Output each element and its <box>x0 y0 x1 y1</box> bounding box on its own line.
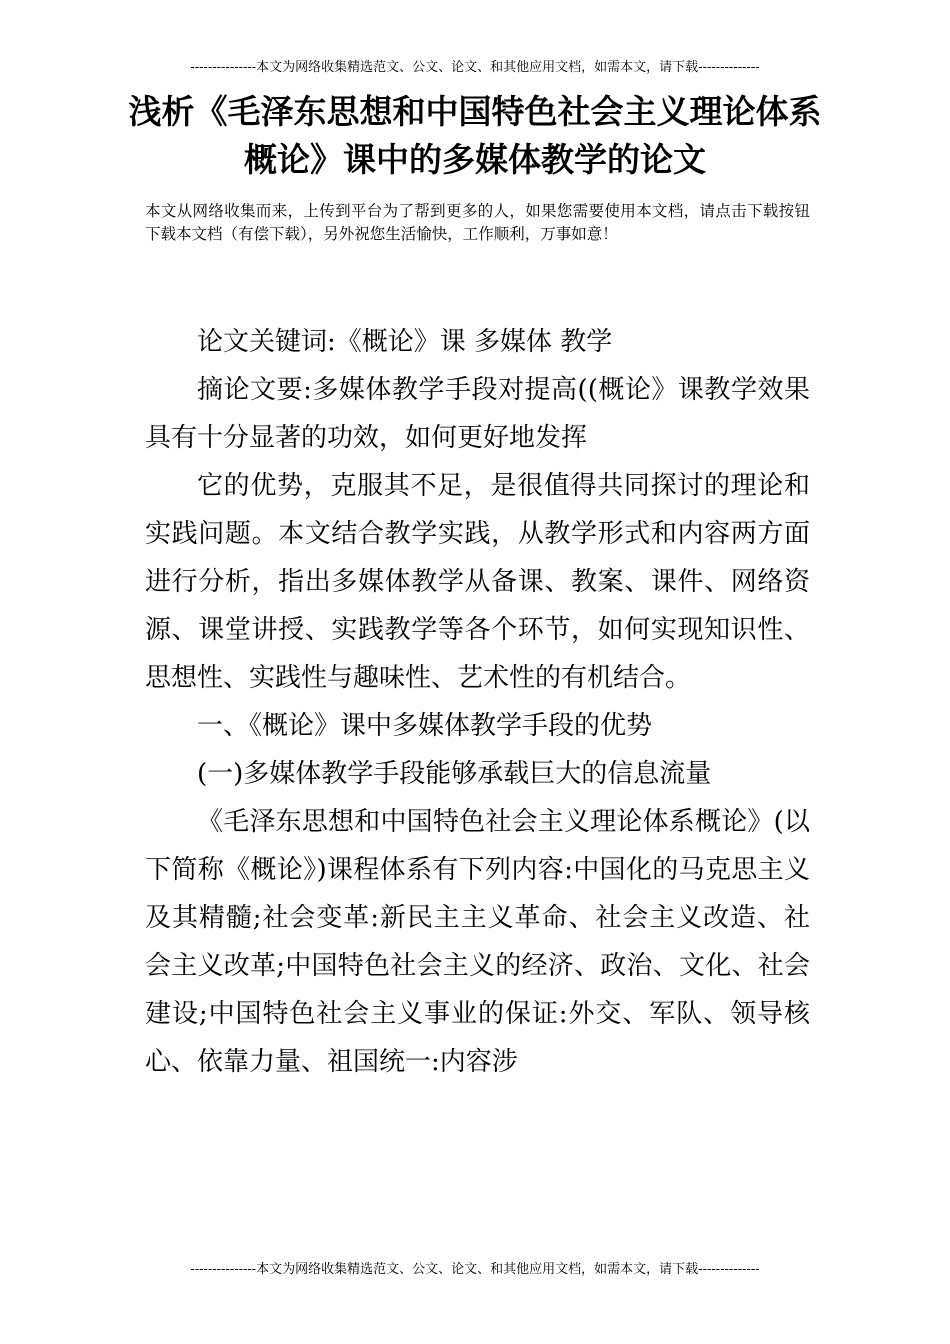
abstract-paragraph: 摘论文要:多媒体教学手段对提高((概论》课教学效果具有十分显著的功效，如何更好地发挥 <box>145 375 810 453</box>
document-body <box>145 318 810 1086</box>
keywords-paragraph: 论文关键词:《概论》课 多媒体 教学 <box>197 327 613 357</box>
download-notice: 本文从网络收集而来，上传到平台为了帮到更多的人，如果您需要使用本文档，请点击下载按钮下载本文档（有偿下载），另外祝您生活愉快，工作顺利，万事如意！ <box>145 202 810 243</box>
subsection-heading: (一)多媒体教学手段能够承载巨大的信息流量 <box>197 759 712 789</box>
page-header-text: ---------------本文为网络收集精选范文、公文、论文、和其他应用文档，如需本文，请下载-------------- <box>190 60 760 75</box>
document-title: 浅析《毛泽东思想和中国特色社会主义理论体系概论》课中的多媒体教学的论文 <box>128 92 822 179</box>
abstract-continued-paragraph: 它的优势，克服其不足，是很值得共同探讨的理论和实践问题。本文结合教学实践，从教学形式和内容两方面进行分析，指出多媒体教学从备课、教案、课件、网络资源、课堂讲授、实践教学等各个环节，如何实现知识性、思想性、实践性与趣味性、艺术性的有机结合。 <box>145 471 810 693</box>
page-footer-text: ---------------本文为网络收集精选范文、公文、论文、和其他应用文档，如需本文，请下载-------------- <box>190 1262 760 1277</box>
body-paragraph: 《毛泽东思想和中国特色社会主义理论体系概论》(以下简称《概论》)课程体系有下列内容:中国化的马克思主义及其精髓;社会变革:新民主主义革命、社会主义改造、社会主义改革;中国特色社会主义的经济、政治、文化、社会建设;中国特色社会主义事业的保证:外交、军队、领导核心、依靠力量、祖国统一:内容涉 <box>145 807 810 1077</box>
section-heading: 一、《概论》课中多媒体教学手段的优势 <box>197 711 653 741</box>
